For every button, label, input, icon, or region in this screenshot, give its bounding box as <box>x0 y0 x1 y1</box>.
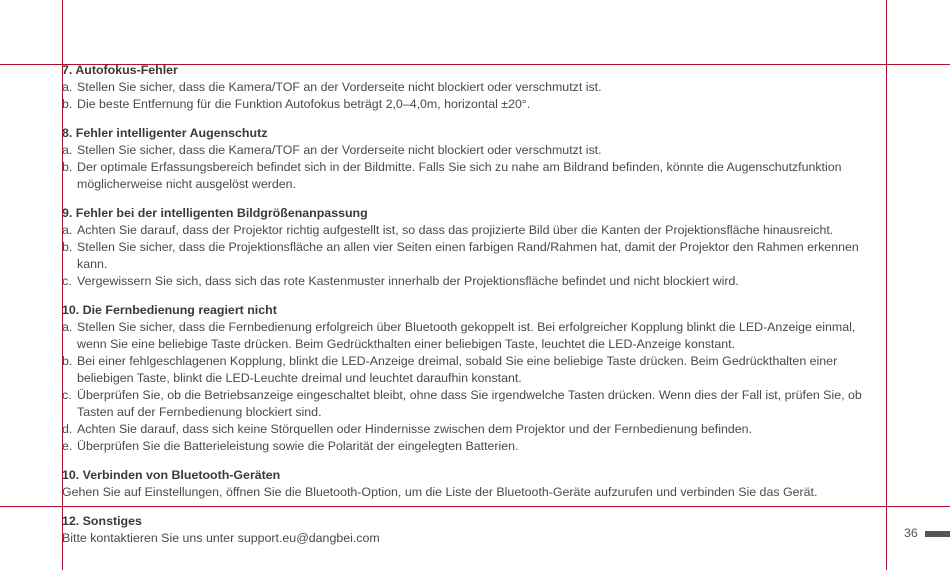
section-bildgroesse <box>62 205 886 290</box>
section-title: 10. Die Fernbedienung reagiert nicht <box>62 303 277 317</box>
item-label: a. <box>62 320 73 334</box>
item-text: Die beste Entfernung für die Funktion Autofokus beträgt 2,0–4,0m, horizontal ±20°. <box>77 97 531 111</box>
item-text: Achten Sie darauf, dass sich keine Störquellen oder Hindernisse zwischen dem Projektor und der Fernbedienung befinden. <box>77 422 753 436</box>
list-item <box>62 353 886 387</box>
page-number: 36 <box>904 526 918 540</box>
list-item <box>62 319 886 353</box>
item-text: Der optimale Erfassungsbereich befindet sich in der Bildmitte. Falls Sie sich zu nahe am Bildrand befinden, könnte die Augenschutzfunktion möglicherweise nicht ausgelöst werden. <box>77 160 842 191</box>
item-text: Überprüfen Sie die Batterieleistung sowie die Polarität der eingelegten Batterien. <box>77 439 519 453</box>
item-text: Stellen Sie sicher, dass die Projektionsfläche an allen vier Seiten einen farbigen Rand/Rahmen hat, damit der Projektor den Rahmen erkennen kann. <box>77 240 859 271</box>
list-item <box>62 96 886 113</box>
section-sonstiges <box>62 513 886 547</box>
item-label: a. <box>62 80 73 94</box>
section-bluetooth <box>62 467 886 501</box>
list-item <box>62 142 886 159</box>
item-label: b. <box>62 354 73 368</box>
page-marker-bar <box>925 531 950 537</box>
list-item <box>62 438 886 455</box>
item-label: b. <box>62 97 73 111</box>
section-title: 10. Verbinden von Bluetooth-Geräten <box>62 468 281 482</box>
item-label: c. <box>62 388 72 402</box>
item-label: c. <box>62 274 72 288</box>
list-item <box>62 222 886 239</box>
list-item <box>62 421 886 438</box>
list-item <box>62 273 886 290</box>
item-text: Überprüfen Sie, ob die Betriebsanzeige eingeschaltet bleibt, ohne dass Sie irgendwelche Tasten drücken. Wenn dies der Fall ist, prüfen Sie, ob Tasten auf der Fernbedienung blockiert sind. <box>77 388 862 419</box>
item-label: a. <box>62 143 73 157</box>
document-content <box>62 62 886 559</box>
section-title: 8. Fehler intelligenter Augenschutz <box>62 126 268 140</box>
item-text: Bei einer fehlgeschlagenen Kopplung, blinkt die LED-Anzeige dreimal, sobald Sie eine beliebige Taste drücken. Beim Gedrückthalten einer beliebigen Taste, blinkt die LED-Leuchte dreimal und leuchtet daraufhin konstant. <box>77 354 838 385</box>
section-title: 9. Fehler bei der intelligenten Bildgrößenanpassung <box>62 206 368 220</box>
section-augenschutz <box>62 125 886 193</box>
item-label: b. <box>62 240 73 254</box>
section-fernbedienung <box>62 302 886 455</box>
guide-line-right <box>886 0 887 570</box>
item-label: b. <box>62 160 73 174</box>
section-title: 7. Autofokus-Fehler <box>62 63 178 77</box>
section-autofokus <box>62 62 886 113</box>
item-text: Achten Sie darauf, dass der Projektor richtig aufgestellt ist, so dass das projizierte Bild über die Kanten der Projektionsfläche hinausreicht. <box>77 223 834 237</box>
item-label: a. <box>62 223 73 237</box>
item-text: Stellen Sie sicher, dass die Kamera/TOF an der Vorderseite nicht blockiert oder verschmutzt ist. <box>77 143 602 157</box>
list-item <box>62 239 886 273</box>
list-item <box>62 159 886 193</box>
section-body: Gehen Sie auf Einstellungen, öffnen Sie die Bluetooth-Option, um die Liste der Bluetooth-Geräte aufzurufen und verbinden Sie das Gerät. <box>62 485 818 499</box>
item-label: e. <box>62 439 73 453</box>
section-title: 12. Sonstiges <box>62 514 142 528</box>
list-item <box>62 387 886 421</box>
list-item <box>62 79 886 96</box>
item-label: d. <box>62 422 73 436</box>
item-text: Stellen Sie sicher, dass die Kamera/TOF an der Vorderseite nicht blockiert oder verschmutzt ist. <box>77 80 602 94</box>
section-body: Bitte kontaktieren Sie uns unter support.eu@dangbei.com <box>62 531 380 545</box>
item-text: Stellen Sie sicher, dass die Fernbedienung erfolgreich über Bluetooth gekoppelt ist. Bei erfolgreicher Kopplung blinkt die LED-Anzeige einmal, wenn Sie eine beliebige Taste drücken. Beim Gedrückthalten einer beliebigen Taste, leuchtet die LED-Anzeige konstant. <box>77 320 856 351</box>
item-text: Vergewissern Sie sich, dass sich das rote Kastenmuster innerhalb der Projektionsfläche befindet und nicht blockiert wird. <box>77 274 739 288</box>
